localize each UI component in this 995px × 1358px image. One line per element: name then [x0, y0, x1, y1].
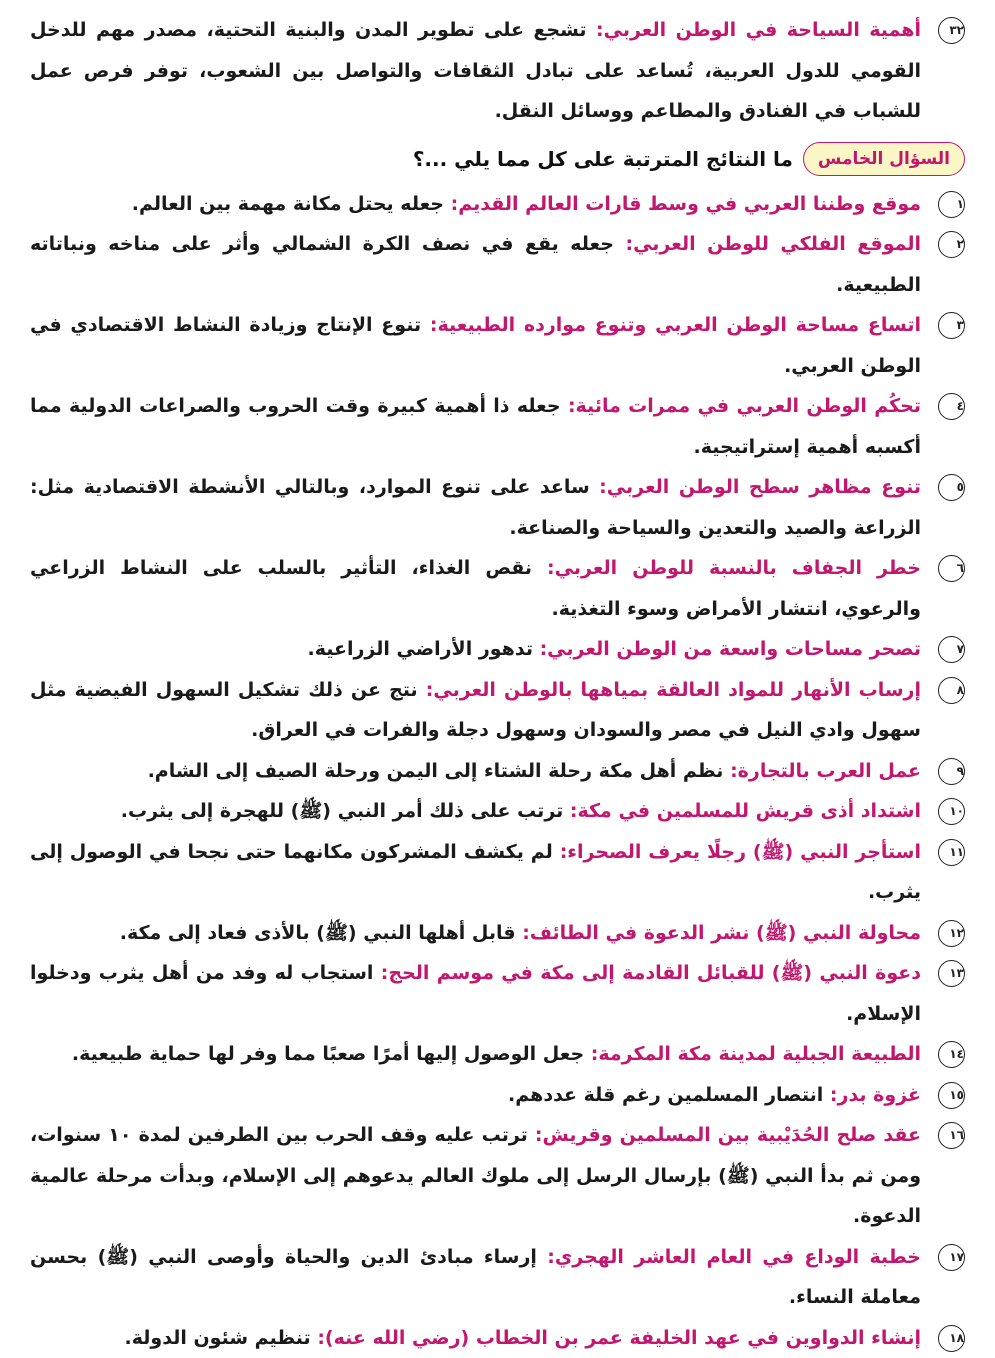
item-6: [30, 548, 965, 629]
item-text: نقص الغذاء، التأثير بالسلب على النشاط الزراعي والرعوي، انتشار الأمراض وسوء التغذية.: [30, 557, 921, 620]
item-number: ١٤: [938, 1041, 965, 1068]
item-number: ٨: [938, 677, 965, 704]
item-text: تدهور الأراضي الزراعية.: [308, 638, 540, 660]
item-text: ترتب على ذلك أمر النبي (ﷺ) للهجرة إلى يثرب.: [121, 800, 570, 822]
item-1: [30, 184, 965, 225]
item-title: عمل العرب بالتجارة:: [730, 760, 921, 782]
item-number: ١٠: [938, 798, 965, 825]
item-number: ١٢: [938, 920, 965, 947]
item-7: [30, 629, 965, 670]
item-number: ٥: [938, 474, 965, 501]
item-title: تحكُم الوطن العربي في ممرات مائية:: [568, 395, 921, 417]
item-number: ١٧: [938, 1244, 965, 1271]
item-text: قابل أهلها النبي (ﷺ) بالأذى فعاد إلى مكة.: [120, 922, 522, 944]
item-text: ترتب عليه وقف الحرب بين الطرفين لمدة ١٠ سنوات، ومن ثم بدأ النبي (ﷺ) بإرسال الرسل إلى ملوك العالم يدعوهم إلى الإسلام، وبدأت مرحلة عالمية الدعوة.: [30, 1124, 921, 1227]
item-text: جعله يحتل مكانة مهمة بين العالم.: [132, 193, 451, 215]
item-text: تنوع الإنتاج وزيادة النشاط الاقتصادي في الوطن العربي.: [30, 314, 921, 377]
question-text: ما النتائج المترتبة على كل مما يلي ...؟: [413, 147, 793, 171]
item-title: خطر الجفاف بالنسبة للوطن العربي:: [547, 557, 921, 579]
item-32: [30, 10, 965, 132]
item-14: [30, 1034, 965, 1075]
item-text: جعله ذا أهمية كبيرة وقت الحروب والصراعات الدولية مما أكسبه أهمية إستراتيجية.: [30, 395, 921, 458]
item-number: ٤: [938, 393, 965, 420]
item-text: استجاب له وفد من أهل يثرب ودخلوا الإسلام.: [30, 962, 921, 1025]
item-title: اشتداد أذى قريش للمسلمين في مكة:: [570, 800, 921, 822]
item-title: إنشاء الدواوين في عهد الخليفة عمر بن الخطاب (رضي الله عنه):: [317, 1327, 921, 1349]
item-number: ٩: [938, 758, 965, 785]
item-number: ١٣: [938, 960, 965, 987]
item-number: ٦: [938, 555, 965, 582]
item-title: غزوة بدر:: [830, 1084, 921, 1106]
item-number: ٣: [938, 312, 965, 339]
item-8: [30, 670, 965, 751]
item-title: عقد صلح الحُدَيْبية بين المسلمين وقريش:: [535, 1124, 921, 1146]
item-text: ساعد على تنوع الموارد، وبالتالي الأنشطة الاقتصادية مثل: الزراعة والصيد والتعدين والسياحة والصناعة.: [30, 476, 921, 539]
item-number: ١٥: [938, 1082, 965, 1109]
item-18: [30, 1318, 965, 1358]
item-title: اتساع مساحة الوطن العربي وتنوع موارده الطبيعية:: [430, 314, 921, 336]
item-9: [30, 751, 965, 792]
item-title: الموقع الفلكي للوطن العربي:: [625, 233, 921, 255]
item-title: أهمية السياحة في الوطن العربي:: [596, 19, 921, 41]
item-11: [30, 832, 965, 913]
item-title: دعوة النبي (ﷺ) للقبائل القادمة إلى مكة في موسم الحج:: [381, 962, 921, 984]
item-text: تنظيم شئون الدولة.: [125, 1327, 318, 1349]
item-number: ١٦: [938, 1122, 965, 1149]
item-2: [30, 224, 965, 305]
question-header: [30, 138, 965, 180]
item-title: تصحر مساحات واسعة من الوطن العربي:: [540, 638, 921, 660]
item-text: لم يكشف المشركون مكانهما حتى نجحا في الوصول إلى يثرب.: [30, 841, 921, 904]
item-text: إرساء مبادئ الدين والحياة وأوصى النبي (ﷺ) بحسن معاملة النساء.: [30, 1246, 921, 1309]
item-text: نتج عن ذلك تشكيل السهول الفيضية مثل سهول وادي النيل في مصر والسودان وسهول دجلة والفرات في العراق.: [30, 679, 921, 742]
item-3: [30, 305, 965, 386]
item-title: محاولة النبي (ﷺ) نشر الدعوة في الطائف:: [522, 922, 921, 944]
item-16: [30, 1115, 965, 1237]
item-15: [30, 1075, 965, 1116]
item-5: [30, 467, 965, 548]
item-12: [30, 913, 965, 954]
item-text: جعل الوصول إليها أمرًا صعبًا مما وفر لها حماية طبيعية.: [72, 1043, 591, 1065]
item-text: نظم أهل مكة رحلة الشتاء إلى اليمن ورحلة الصيف إلى الشام.: [148, 760, 731, 782]
item-title: الطبيعة الجبلية لمدينة مكة المكرمة:: [591, 1043, 921, 1065]
question-badge: السؤال الخامس: [803, 142, 965, 176]
item-13: [30, 953, 965, 1034]
item-title: موقع وطننا العربي في وسط قارات العالم القديم:: [451, 193, 921, 215]
item-number: ٢: [938, 231, 965, 258]
item-text: انتصار المسلمين رغم قلة عددهم.: [508, 1084, 830, 1106]
item-number: ٣٢: [938, 17, 965, 44]
item-number: ٧: [938, 636, 965, 663]
item-number: ١٨: [938, 1325, 965, 1352]
item-number: ١: [938, 191, 965, 218]
item-text: تشجع على تطوير المدن والبنية التحتية، مصدر مهم للدخل القومي للدول العربية، تُساعد على تبادل الثقافات والتواصل بين الشعوب، توفر فرص عمل للشباب في الفنادق والمطاعم ووسائل النقل.: [30, 19, 921, 122]
item-10: [30, 791, 965, 832]
item-number: ١١: [938, 839, 965, 866]
item-4: [30, 386, 965, 467]
item-title: تنوع مظاهر سطح الوطن العربي:: [599, 476, 921, 498]
item-title: استأجر النبي (ﷺ) رجلًا يعرف الصحراء:: [560, 841, 921, 863]
item-title: إرساب الأنهار للمواد العالقة بمياهها بالوطن العربي:: [426, 679, 921, 701]
item-title: خطبة الوداع في العام العاشر الهجري:: [547, 1246, 921, 1268]
item-text: جعله يقع في نصف الكرة الشمالي وأثر على مناخه ونباتاته الطبيعية.: [30, 233, 921, 296]
item-17: [30, 1237, 965, 1318]
